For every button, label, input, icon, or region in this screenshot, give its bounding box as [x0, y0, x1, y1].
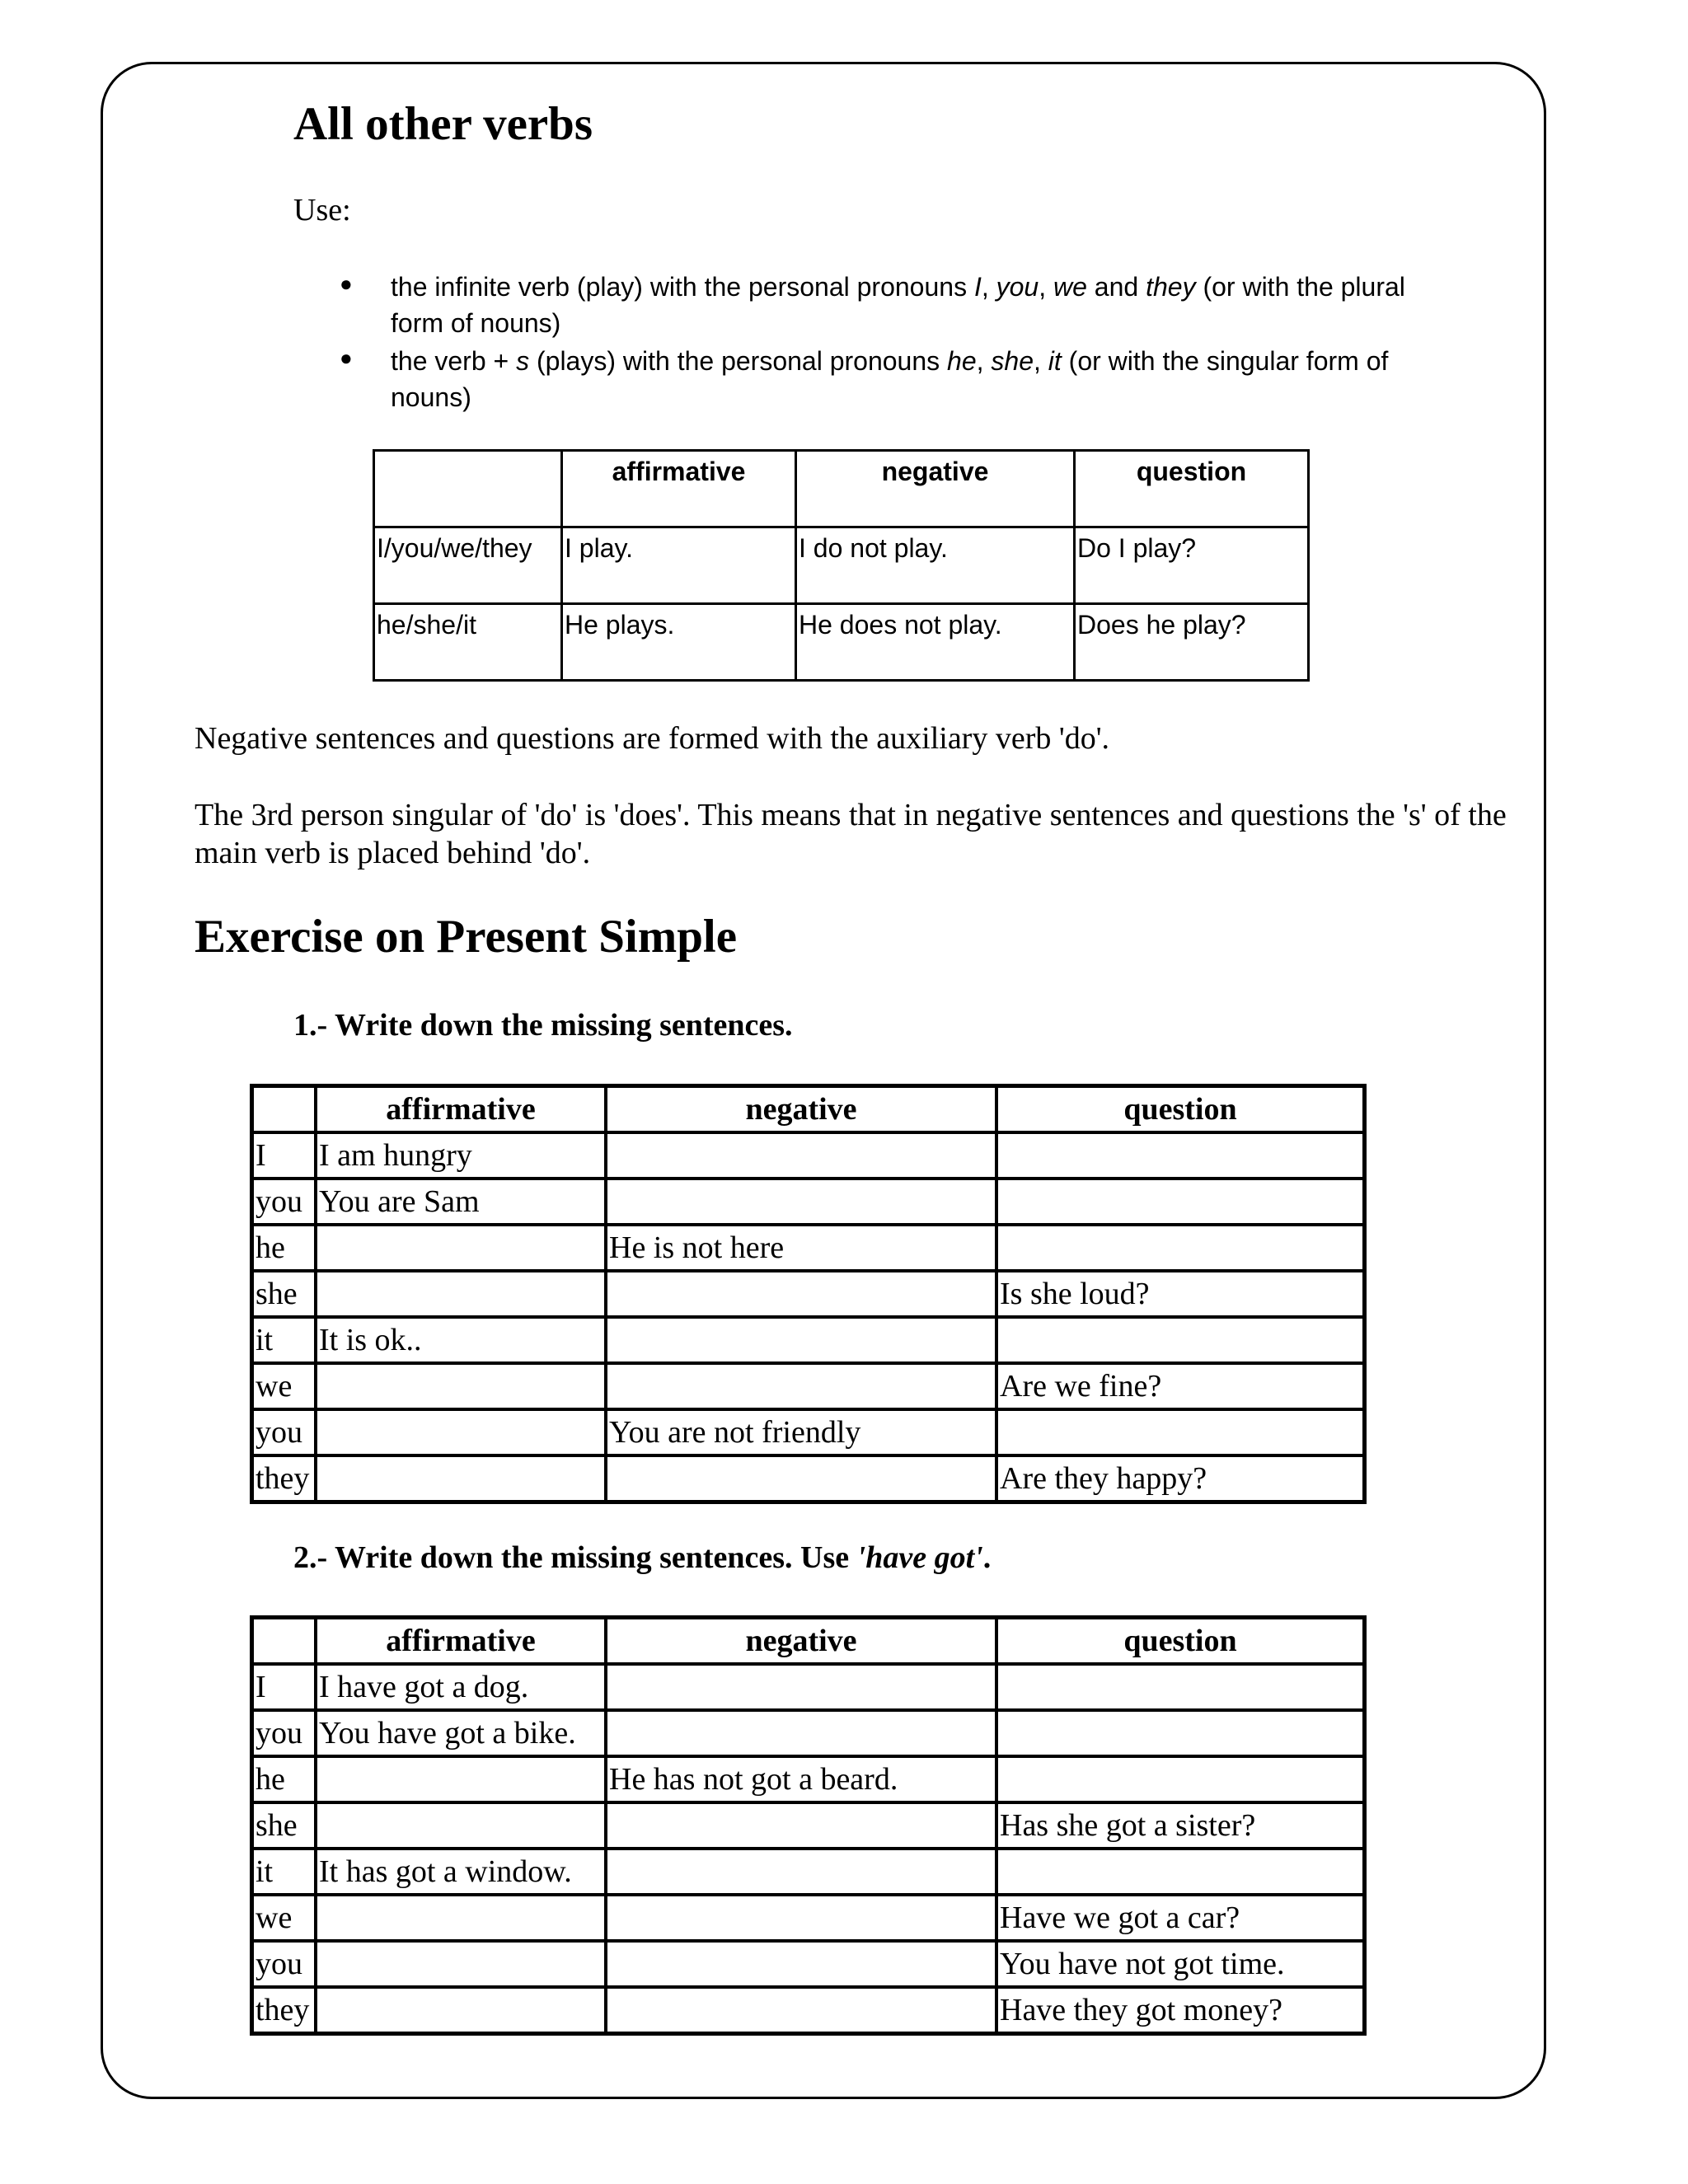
- table-row: [252, 1409, 1364, 1455]
- header-cell: negative: [796, 451, 1075, 527]
- table-cell: Do I play?: [1075, 527, 1309, 604]
- exercise-1-table: [250, 1084, 1367, 1504]
- pronoun-cell: you: [252, 1941, 316, 1987]
- table-header-row: [252, 1086, 1364, 1132]
- answer-cell[interactable]: Are we fine?: [996, 1363, 1364, 1409]
- pronoun-cell: they: [252, 1455, 316, 1502]
- answer-cell[interactable]: You have got a bike.: [316, 1710, 606, 1756]
- answer-cell[interactable]: [996, 1710, 1364, 1756]
- header-cell: affirmative: [316, 1618, 606, 1664]
- pronoun-cell: it: [252, 1849, 316, 1895]
- table-row: [252, 1363, 1364, 1409]
- answer-cell[interactable]: [316, 1271, 606, 1317]
- table-row: [252, 1271, 1364, 1317]
- answer-cell[interactable]: [996, 1225, 1364, 1271]
- answer-cell[interactable]: [996, 1756, 1364, 1802]
- answer-cell[interactable]: [606, 1664, 996, 1710]
- bullet-2-line-1: the verb + s (plays) with the personal pronouns he, she, it (or with the singular form of: [391, 346, 1389, 376]
- pronoun-cell: I: [252, 1132, 316, 1179]
- header-cell: negative: [606, 1086, 996, 1132]
- table-row: [252, 1132, 1364, 1179]
- section-title: All other verbs: [293, 98, 593, 150]
- pronoun-cell: it: [252, 1317, 316, 1363]
- answer-cell[interactable]: Has she got a sister?: [996, 1802, 1364, 1849]
- answer-cell[interactable]: It has got a window.: [316, 1849, 606, 1895]
- answer-cell[interactable]: He is not here: [606, 1225, 996, 1271]
- answer-cell[interactable]: [606, 1363, 996, 1409]
- answer-cell[interactable]: [606, 1455, 996, 1502]
- answer-cell[interactable]: [316, 1455, 606, 1502]
- answer-cell[interactable]: It is ok..: [316, 1317, 606, 1363]
- table-row: [252, 1664, 1364, 1710]
- answer-cell[interactable]: [996, 1179, 1364, 1225]
- answer-cell[interactable]: I have got a dog.: [316, 1664, 606, 1710]
- paragraph-auxiliary: Negative sentences and questions are formed with the auxiliary verb 'do'.: [195, 721, 1110, 756]
- exercise-2-instruction: 2.- Write down the missing sentences. Use 'have got'.: [293, 1540, 992, 1575]
- answer-cell[interactable]: [606, 1895, 996, 1941]
- header-cell: affirmative: [562, 451, 796, 527]
- answer-cell[interactable]: [316, 1225, 606, 1271]
- pronoun-cell: we: [252, 1363, 316, 1409]
- answer-cell[interactable]: [316, 1802, 606, 1849]
- table-cell: He does not play.: [796, 604, 1075, 681]
- table-row: [374, 527, 1309, 604]
- answer-cell[interactable]: [316, 1756, 606, 1802]
- answer-cell[interactable]: [606, 1802, 996, 1849]
- answer-cell[interactable]: [606, 1849, 996, 1895]
- answer-cell[interactable]: [316, 1987, 606, 2033]
- table-row: [252, 1895, 1364, 1941]
- answer-cell[interactable]: Have they got money?: [996, 1987, 1364, 2033]
- exercise-1-instruction: 1.- Write down the missing sentences.: [293, 1008, 793, 1043]
- table-row: [252, 1710, 1364, 1756]
- header-cell: [252, 1618, 316, 1664]
- table-cell: I play.: [562, 527, 796, 604]
- table-cell: He plays.: [562, 604, 796, 681]
- bullet-1-line-1: the infinite verb (play) with the personal pronouns I, you, we and they (or with the plural: [391, 272, 1405, 302]
- answer-cell[interactable]: [996, 1849, 1364, 1895]
- header-cell: [374, 451, 562, 527]
- header-cell: affirmative: [316, 1086, 606, 1132]
- answer-cell[interactable]: I am hungry: [316, 1132, 606, 1179]
- pronoun-cell: you: [252, 1179, 316, 1225]
- answer-cell[interactable]: [606, 1941, 996, 1987]
- answer-cell[interactable]: You are Sam: [316, 1179, 606, 1225]
- table-row: [252, 1987, 1364, 2033]
- table-row: [252, 1179, 1364, 1225]
- header-cell: question: [1075, 451, 1309, 527]
- answer-cell[interactable]: [996, 1317, 1364, 1363]
- table-row: [252, 1849, 1364, 1895]
- header-cell: [252, 1086, 316, 1132]
- table-row: [252, 1225, 1364, 1271]
- answer-cell[interactable]: [606, 1132, 996, 1179]
- answer-cell[interactable]: Are they happy?: [996, 1455, 1364, 1502]
- header-cell: question: [996, 1086, 1364, 1132]
- grammar-table: [373, 449, 1310, 682]
- use-label: Use:: [293, 193, 351, 227]
- answer-cell[interactable]: [996, 1132, 1364, 1179]
- answer-cell[interactable]: [606, 1271, 996, 1317]
- table-cell: he/she/it: [374, 604, 562, 681]
- table-row: [252, 1802, 1364, 1849]
- pronoun-cell: they: [252, 1987, 316, 2033]
- table-cell: I/you/we/they: [374, 527, 562, 604]
- pronoun-cell: we: [252, 1895, 316, 1941]
- pronoun-cell: you: [252, 1409, 316, 1455]
- answer-cell[interactable]: [606, 1317, 996, 1363]
- pronoun-cell: you: [252, 1710, 316, 1756]
- table-cell: I do not play.: [796, 527, 1075, 604]
- table-header-row: [252, 1618, 1364, 1664]
- answer-cell[interactable]: [996, 1664, 1364, 1710]
- table-cell: Does he play?: [1075, 604, 1309, 681]
- answer-cell[interactable]: Is she loud?: [996, 1271, 1364, 1317]
- paragraph-third-person-line-1: The 3rd person singular of 'do' is 'does'. This means that in negative sentences and questions the 's' of the: [195, 798, 1507, 832]
- answer-cell[interactable]: [316, 1941, 606, 1987]
- answer-cell[interactable]: [996, 1409, 1364, 1455]
- table-row: [252, 1317, 1364, 1363]
- exercise-title: Exercise on Present Simple: [195, 911, 738, 963]
- header-cell: negative: [606, 1618, 996, 1664]
- bullet-dot: ●: [340, 272, 353, 296]
- pronoun-cell: I: [252, 1664, 316, 1710]
- header-cell: question: [996, 1618, 1364, 1664]
- answer-cell[interactable]: Have we got a car?: [996, 1895, 1364, 1941]
- answer-cell[interactable]: [316, 1363, 606, 1409]
- paragraph-third-person-line-2: main verb is placed behind 'do'.: [195, 836, 591, 870]
- answer-cell[interactable]: You have not got time.: [996, 1941, 1364, 1987]
- pronoun-cell: she: [252, 1271, 316, 1317]
- table-row: [374, 604, 1309, 681]
- answer-cell[interactable]: [606, 1710, 996, 1756]
- table-row: [252, 1941, 1364, 1987]
- table-row: [252, 1455, 1364, 1502]
- answer-cell[interactable]: You are not friendly: [606, 1409, 996, 1455]
- table-row: [252, 1756, 1364, 1802]
- pronoun-cell: he: [252, 1225, 316, 1271]
- table-header-row: [374, 451, 1309, 527]
- answer-cell[interactable]: He has not got a beard.: [606, 1756, 996, 1802]
- pronoun-cell: she: [252, 1802, 316, 1849]
- bullet-2-line-2: nouns): [391, 382, 471, 412]
- answer-cell[interactable]: [316, 1895, 606, 1941]
- answer-cell[interactable]: [606, 1987, 996, 2033]
- answer-cell[interactable]: [316, 1409, 606, 1455]
- bullet-dot: ●: [340, 346, 353, 370]
- bullet-1-line-2: form of nouns): [391, 308, 561, 338]
- exercise-2-table: [250, 1615, 1367, 2036]
- pronoun-cell: he: [252, 1756, 316, 1802]
- answer-cell[interactable]: [606, 1179, 996, 1225]
